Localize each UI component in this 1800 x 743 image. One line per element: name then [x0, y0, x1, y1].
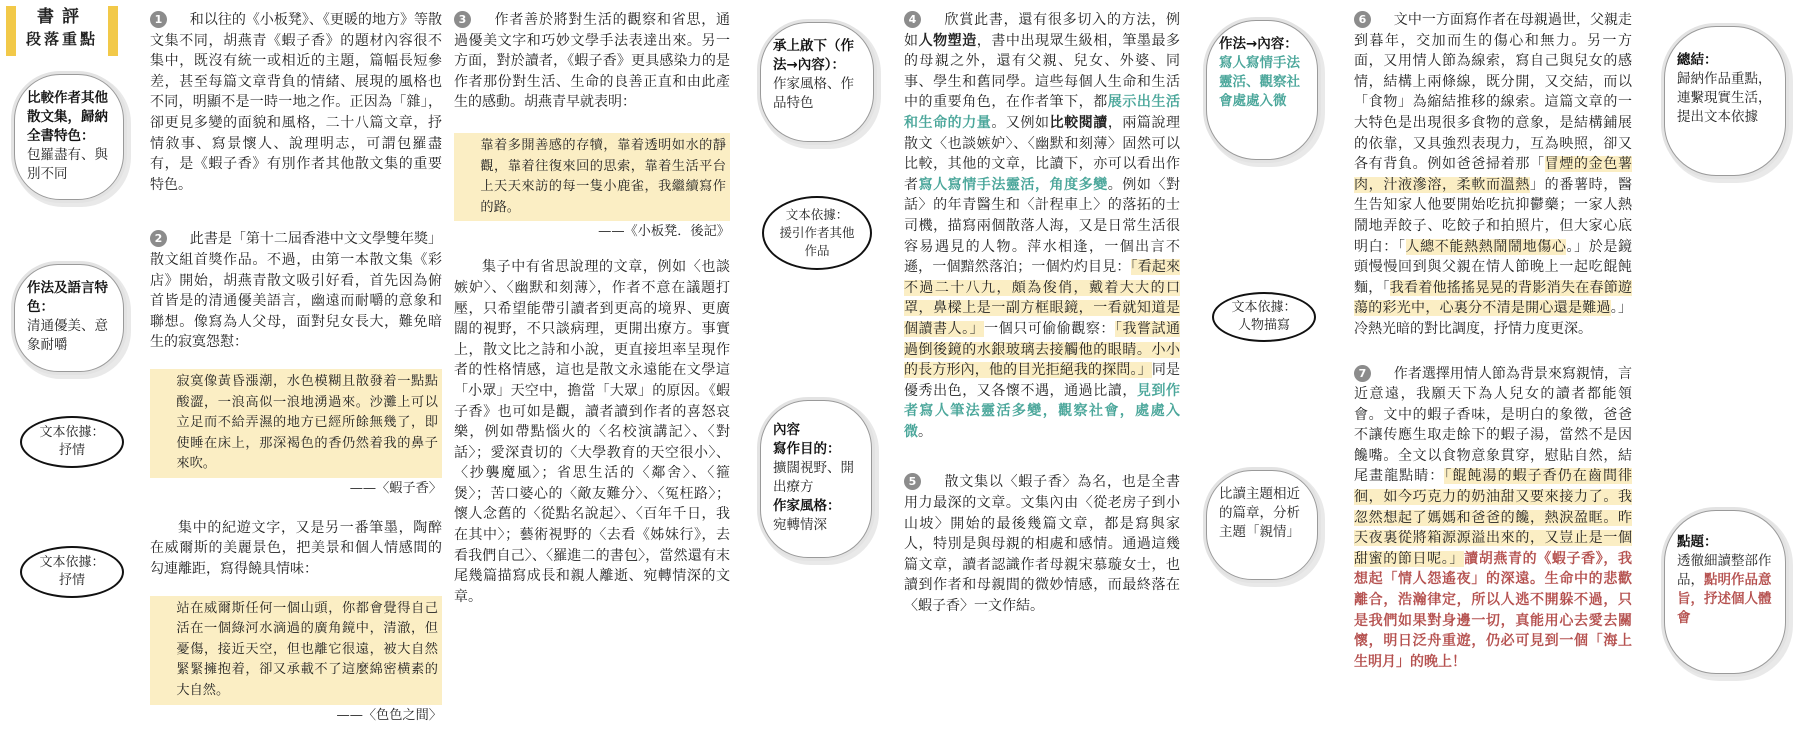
- bubble-3-heading: 文本依據：: [785, 207, 849, 222]
- speech-bubble-4: [1212, 292, 1316, 342]
- paragraph-number: 3: [454, 11, 471, 28]
- paragraph-text: 散文集以〈蝦子香〉為名，也是全書用力最深的文章。文集內由〈從老房子到小山坡〉開始的最後幾篇文章，都是寫與家人，特別是與母親的相處和感情。通過這幾篇文章，讀者認識作者母親宋慕璇女士，也讀到作者和母親間的微妙情感，而最終落在〈蝦子香〉一文作結。: [904, 474, 1180, 615]
- bubble-1-heading: 文本依據：: [39, 425, 105, 440]
- note-2-heading: 作法及語言特色：: [27, 280, 108, 315]
- note-3-text: 作家風格、作品特色: [773, 76, 854, 111]
- paragraph-2b: 集中的紀遊文字，又是另一番筆墨，陶醉在威爾斯的美麗景色，把美景和個人情感間的勾連離距，寫得饒具情味：: [150, 519, 442, 578]
- p4-h: 寫人寫情手法靈活，角度多變: [918, 176, 1108, 193]
- paragraph-text: 作者善於將對生活的觀察和省思，通過優美文字和巧妙文學手法表達出來。另一方面，對於讀者，《蝦子香》更具感染力的是作者那份對生活、生命的良善正直和由此產生的感動。胡燕青早就表明：: [454, 12, 730, 111]
- paragraph-1: [150, 10, 442, 195]
- paragraph-number: 7: [1354, 365, 1371, 382]
- p4-d: 展示出生活和生命的力量: [904, 94, 1181, 131]
- quote-1-source: ——〈蝦子香〉: [349, 480, 442, 496]
- quote-2: 站在威爾斯任何一個山頭，你都會覺得自己活在一個綠河水滴過的廣角鏡中，清澈，但憂傷，接近天空，但也離它很遠，被大自然緊緊擁抱着，卻又承載不了這麼綿密横素的大自然。: [150, 596, 442, 705]
- p6-g: 。」冷熱光暗的對比調度，抒情力度更深。: [1354, 300, 1633, 337]
- p4-o: 。: [918, 423, 932, 440]
- note-4-subheading-1: 寫作目的：: [773, 441, 841, 457]
- paragraph-2: [150, 229, 442, 353]
- bubble-4-heading: 文本依據：: [1231, 300, 1297, 315]
- quote-2-source: ——〈色色之間〉: [336, 707, 442, 723]
- p4-c: ，書中出現眾生級相，筆墨最多的母親之外，還有父親、兒女、外婆、同事、學生和舊同學。這些每個人生命和生活中的重要角色，在作者筆下，都: [904, 32, 1181, 111]
- note-6-text: 比讀主題相近的篇章，分析主題「親情」: [1219, 486, 1300, 540]
- note-8-heading: 點題：: [1677, 534, 1718, 550]
- paragraph-number: 6: [1354, 11, 1371, 28]
- quote-3-source: ——《小板凳．後記》: [598, 224, 730, 240]
- note-cloud-4: [760, 400, 872, 558]
- note-7-heading: 總結：: [1677, 52, 1718, 68]
- note-8-text-1: 透徹細讀整部作品，: [1677, 553, 1772, 588]
- p4-e: 。又例如: [991, 114, 1050, 131]
- p7-a: 作者選擇用情人節為背景來寫親情，言近意遠，我願天下為人兒女的讀者都能領會。文中的蝦子香味，是明白的象徵，爸爸不讓传應生取走餘下的蝦子湯，當然不是因饞嘴。全文以食物意象貫穿，慰貼自然，結尾畫龍點睛：: [1354, 365, 1632, 485]
- paragraph-3b: 集子中有省思說理的文章，例如〈也談嫉妒〉、〈幽默和刻薄〉，作者不意在議題打壓，只希望能帶引讀者到更高的境界、更廣闊的視野，不只談病理，更開出療方。事實上，散文比之詩和小說，更直接坦率呈現作者的性格情感，這也是散文永遠能在文學這「小眾」天空中，擔當「大眾」的原因。《蝦子香》也可如是觀，讀者讀到作者的喜怒哀樂，例如帶點惱火的〈名校演講記〉、〈對話〉；愛深責切的〈大學教育的天空很小〉、〈抄襲魔風〉；省思生活的〈鄰舍〉、〈箍煲〉；苦口婆心的〈敵友難分〉、〈冤枉路〉；懷人念舊的〈從點名說起〉、〈百年千日，我在其中〉；藝術視野的〈去看《姊妹行》，去看我們自己〉、〈羅進二的書包〉，當然還有末尾幾篇描寫成長和親人離逝、宛轉情深的文章。: [454, 259, 730, 605]
- quote-1: 寂寞像黃昏漲潮，水色模糊且散發着一點點酸澀，一浪高似一浪地湧過來。沙灘上可以立足而不給弄濕的地方已經所餘無幾了，即使睡在床上，那深褐色的香仍然着我的鼻子來吹。: [150, 369, 442, 478]
- paragraph-7: [1354, 364, 1632, 673]
- p4-n: 見到作者寫人筆法靈活多變，觀察社會，處處入微: [904, 382, 1181, 440]
- speech-bubble-1: [20, 416, 124, 468]
- p4-i: 。例如〈對話〉的年青醫生和〈計程車上〉的落拓的士司機，描寫兩個散落人海，又是日常生活很容易遇見的人物。萍水相逢，一個出言不遜，一個黯然落泊；一個灼灼目見：: [904, 176, 1181, 276]
- section-title: [6, 6, 118, 56]
- p6-f: 我看着他搖搖晃晃的背影消失在春節遊蕩的彩光中，心裏分不清是開心還是難過: [1354, 279, 1633, 317]
- paragraph-text: 此書是「第十二屆香港中文文學雙年獎」散文組首獎作品。不過，由第一本散文集《彩店》開始，胡燕青散文吸引好看，首先因為俯首皆是的清通優美語言，幽遠而耐嚼的意象和聯想。像寫為人父母，面對兒女長大，難免暗生的寂寞怨懟：: [150, 231, 442, 351]
- note-cloud-7: [1664, 26, 1786, 176]
- note-2-text: 清通優美、意象耐嚼: [27, 318, 108, 353]
- note-1-heading: 比較作者其他散文集，歸納全書特色：: [27, 90, 108, 144]
- paragraph-number: 4: [904, 11, 921, 28]
- column-3: [904, 10, 1180, 617]
- title-line2: 段落重點: [25, 30, 98, 48]
- paragraph-text: 和以往的《小板凳》、《更暖的地方》等散文集不同，胡燕青《蝦子香》的題材內容很不集中，既沒有統一或相近的主題，篇幅長短參差，甚至每篇文章背負的情緒、展現的風格也不同，明顯不是一時一地之作。正因為「雜」，卻更見多變的面貌和風格，二十八篇文章，抒情敘事、寫景懷人、說理明志，可謂包羅盡有，是《蝦子香》有別作者其他散文集的重要特色。: [150, 12, 442, 193]
- note-8-text-2: 點明作品意旨，抒述個人體會: [1677, 572, 1772, 626]
- note-cloud-3: [760, 22, 874, 142]
- speech-bubble-2: [20, 546, 124, 598]
- note-4-text-2: 宛轉情深: [773, 517, 827, 533]
- paragraph-6: [1354, 10, 1632, 340]
- bubble-3-text: 援引作者其他作品: [779, 225, 855, 258]
- p4-m: 同是優秀出色，又各懷不遇，通過比讀，: [904, 362, 1181, 399]
- p4-b: 人物塑造: [918, 32, 977, 49]
- note-cloud-2: [14, 264, 124, 372]
- paragraph-4: [904, 10, 1180, 442]
- p6-d: 人總不能熱熱鬧鬧地傷心: [1405, 238, 1567, 255]
- note-cloud-1: [14, 74, 124, 200]
- note-4-text-1: 擴闊視野、開出療方: [773, 460, 854, 495]
- note-4-heading: 內容: [773, 422, 800, 438]
- p4-k: 一個只可偷偷觀察：: [984, 320, 1115, 337]
- note-cloud-5: [1206, 20, 1318, 160]
- bubble-2-heading: 文本依據：: [39, 555, 105, 570]
- p4-f: 比較閱讀: [1049, 114, 1108, 131]
- bubble-4-text: 人物描寫: [1237, 318, 1290, 333]
- title-line1: 書評: [37, 7, 87, 27]
- column-2: [454, 10, 730, 607]
- column-1: [150, 10, 442, 727]
- paragraph-5: [904, 472, 1180, 616]
- p7-b: 「餛飩湯的蝦子香仍在齒間徘徊，如今巧克力的奶油甜又要來接力了。我忽然想起了媽媽和爸爸的饞，熱淚盈眶。昨天夜裏從將箱源源溢出來的，又豈止是一個甜蜜的節日呢。」: [1354, 468, 1633, 567]
- p6-c: 」的番薯時，醫生告知家人他要開始吃抗抑鬱藥；一家人熱鬧地弄餃子、吃餃子和拍照片，但大家心底明白：「: [1354, 176, 1632, 255]
- note-3-heading: 承上啟下（作法→內容）：: [773, 38, 854, 73]
- bubble-2-text: 抒情: [58, 573, 85, 588]
- paragraph-number: 2: [150, 230, 167, 247]
- note-1-text: 包羅盡有、與別不同: [27, 147, 108, 182]
- note-4-subheading-2: 作家風格：: [773, 498, 841, 514]
- p6-b: 冒煙的金色薯肉，汁液滲溶，柔軟而溫熱: [1354, 156, 1633, 193]
- bubble-1-text: 抒情: [58, 443, 85, 458]
- p4-a: 欣賞此書，還有很多切入的方法，例如: [904, 12, 1180, 49]
- note-7-text: 歸納作品重點，連繫現實生活，提出文本依據: [1677, 71, 1772, 125]
- note-cloud-8: [1664, 510, 1786, 674]
- paragraph-number: 1: [150, 11, 167, 28]
- p7-c: 讀胡燕青的《蝦子香》，我想起「情人怨遙夜」的深遠。生命中的悲歡離合，浩瀚律定，所以人逃不開躲不過，只是我們如果對身邊一切，真能用心去愛去關懷，明日泛舟重遊，仍必可見到一個「海上生明月」的晚上！: [1354, 550, 1633, 670]
- p6-e: 。」於是鏡頭慢慢回到與父親在情人節晚上一起吃餛飩麵，「: [1354, 238, 1633, 296]
- note-cloud-6: [1206, 470, 1318, 580]
- quote-3: 靠着多開善感的存犢，靠着透明如水的靜觀，靠着往復來回的思索，靠着生活平台上天天來訪的每一隻小鹿雀，我繼續寫作的路。: [454, 133, 730, 221]
- p4-g: ，兩篇說理散文〈也談嫉妒〉、〈幽默和刻薄〉固然可以比較，其他的文章，比讀下，亦可以看出作者: [904, 114, 1181, 193]
- paragraph-number: 5: [904, 473, 921, 490]
- paragraph-3: [454, 10, 730, 113]
- p4-j: 「看起來不過二十八九，頗為俊俏，戴着大大的口罩，鼻樑上是一副方框眼鏡，一看就知道是個讀書人。」: [904, 259, 1181, 337]
- note-5-text: 寫人寫情手法靈活、觀察社會處處入微: [1219, 55, 1300, 109]
- note-5-heading: 作法→內容：: [1219, 36, 1298, 52]
- p6-a: 文中一方面寫作者在母親過世，父親走到暮年，交加而生的傷心和無力。另一方面，又用情人節為線索，寫自己與兒女的感情，結構上兩條線，既分開，又交結，而以「食物」為縮結推移的線索。這篇文章的一大特色是出現很多食物的意象，是結構鋪展的依靠，又具強烈表現力，互為映照，卻又各有背負。例如爸爸掃着那「: [1354, 12, 1632, 173]
- p4-l: 「我嘗試通過倒後鏡的水銀玻璃去接觸他的眼睛。小小的長方形內，他的目光拒絕我的探問。」: [904, 320, 1181, 379]
- speech-bubble-3: [762, 196, 872, 270]
- column-4: [1354, 10, 1632, 672]
